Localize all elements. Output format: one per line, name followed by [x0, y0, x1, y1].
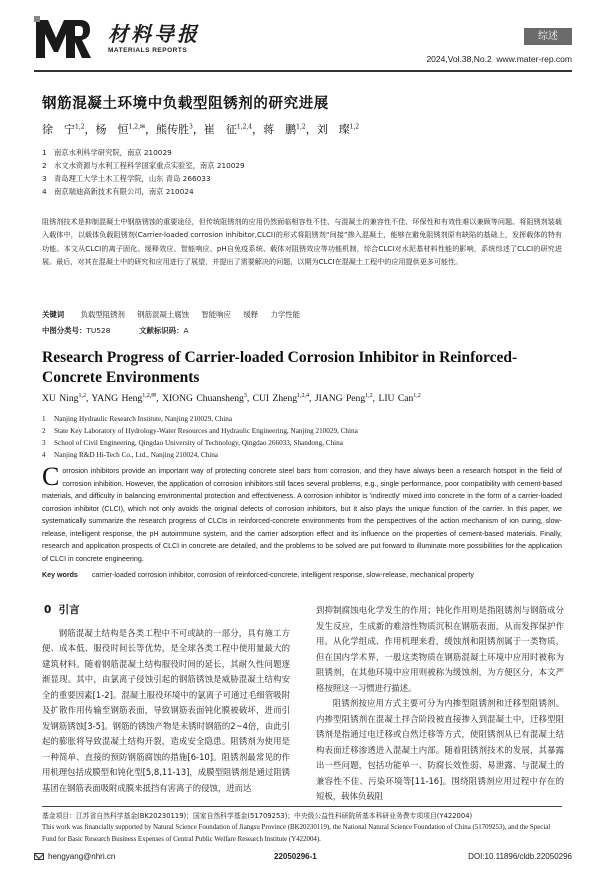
journal-header — [34, 14, 574, 72]
author: LIU Can$^{1,2}$ — [378, 393, 421, 405]
author: 蒋 鹏$^{1,2}$ — [263, 123, 306, 136]
author-affiliation-marker: 1,2 — [78, 393, 86, 399]
keywords-cn — [42, 309, 562, 320]
mail-icon — [34, 853, 44, 860]
affiliation-cn: 2 水文水资源与水利工程科学国家重点实验室，南京 210029 — [42, 161, 245, 170]
keyword-cn: 力学性能 — [270, 310, 301, 319]
affiliation-cn: 4 南京瑞迪高新技术有限公司，南京 210024 — [42, 187, 194, 196]
keywords-cn-label: 关键词 — [42, 310, 65, 319]
affiliations-en — [42, 413, 562, 461]
abstract-dropcap: C — [42, 462, 60, 491]
journal-name-cn: 材料导报 — [108, 22, 200, 46]
author-affiliation-marker: 1,2,4 — [297, 393, 310, 399]
author-affiliation-marker: 1,2,✉ — [142, 393, 157, 399]
doc-code-value: A — [183, 326, 189, 335]
author-affiliation-marker: 1,2 — [413, 393, 421, 399]
keyword-cn: 缓释 — [243, 310, 259, 319]
author: YANG Heng$^{1,2,✉}$ — [91, 393, 157, 405]
affiliation-en: 4 Nanjing R&D Hi-Tech Co., Ltd., Nanjing 210024, China — [42, 451, 218, 460]
funding-en: This work was financially supported by Natural Science Foundation of Jiangsu Province (BK20230119), the National Natural Science Foundation of China (51709253), and the Special Fund for Basic Research Business Expenses of Central Public Welfare Research Institute (Y422004). — [42, 824, 551, 843]
author-affiliation-marker: 3 — [243, 393, 247, 399]
author: JIANG Peng$^{1,2}$ — [314, 393, 373, 405]
author-affiliation-marker: 1,2,4 — [236, 123, 253, 131]
section-number: 0 — [44, 604, 52, 616]
author-affiliation-marker: 1,2 — [75, 123, 85, 131]
section-badge: 综述 — [524, 28, 572, 45]
keywords-en — [42, 571, 562, 579]
author-list-cn: 徐 宁$^{1,2}$，杨 恒$^{1,2,✉}$，熊传胜$^3$，崔 征$^{1,2,4}$，蒋 鹏$^{1,2}$，刘 璨$^{1,2}$ — [42, 123, 360, 136]
author-affiliation-marker: 1,2 — [296, 123, 306, 131]
keyword-cn: 智能响应 — [201, 310, 231, 319]
article-title-cn: 钢筋混凝土环境中负载型阻锈剂的研究进展 — [42, 96, 329, 112]
abstract-cn: 阻锈剂技术是抑制混凝土中钢筋锈蚀的重要途径，但传统阻锈剂的应用仍然面临相容性不佳、与混凝土的兼容性不佳、环保性和有效性难以兼顾等问题。将阻锈剂装载入载体中，以载体负载阻锈剂(Carrier-loaded corrosion inhibitor,CLCI)的形式将阻锈剂“间接”掺入混凝土，能够在避免阻锈剂原有缺陷的基础上，发挥载体的特有功能。本文从CLCI的离子固化、缓释效应、智能响应、pH自免疫系统、载体对阻锈效应等功能机制，综合CLCI对水泥基材料性能的影响，系统综述了CLCI的研究进展。最后，对其在混凝土中的研究和应用进行了展望，并提出了需要解决的问题，以期为CLCI在混凝土工程中的应用提供更多可能性。 — [42, 217, 562, 267]
body-column-left — [42, 603, 290, 796]
page-number: 22050296-1 — [274, 852, 317, 861]
keywords-en-label: Key words — [42, 571, 78, 579]
header-divider — [34, 70, 572, 72]
keyword-cn: 钢筋混凝土腐蚀 — [137, 310, 190, 319]
author: 杨 恒$^{1,2,✉}$ — [95, 123, 146, 136]
affiliation-en: 3 School of Civil Engineering, Qingdao University of Technology, Qingdao 266033, Shandong, China — [42, 439, 343, 448]
affiliation-cn: 1 南京水利科学研究院，南京 210029 — [42, 148, 172, 157]
corresponding-email[interactable]: hengyang@nhri.cn — [34, 852, 115, 861]
classification-line — [42, 325, 189, 336]
journal-website: www.mater-rep.com — [496, 54, 572, 64]
author: XU Ning$^{1,2}$ — [42, 393, 86, 405]
funding-cn: 基金项目：江苏省自然科学基金(BK20230119)；国家自然科学基金(51709253)；中央级公益性科研院所基本科研业务费专项项目(Y422004) — [42, 812, 473, 820]
author: 刘 璨$^{1,2}$ — [316, 123, 360, 136]
section-heading — [44, 603, 290, 619]
author-list-en: XU Ning$^{1,2}$, YANG Heng$^{1,2,✉}$, XIONG Chuansheng$^3$, CUI Zheng$^{1,2,4}$, JIANG Peng$^{1,2}$, LIU Can$^{1,2}$ — [42, 393, 421, 405]
clc-label: 中图分类号： — [42, 326, 87, 335]
article-title-en: Research Progress of Carrier-loaded Corrosion Inhibitor in Reinforced-Concrete Environments — [42, 349, 518, 386]
keyword-cn: 负载型阻锈剂 — [80, 310, 125, 319]
page-footer — [34, 852, 572, 866]
author-affiliation-marker: 1,2 — [349, 123, 360, 131]
footnote-divider — [42, 806, 562, 807]
author: XIONG Chuansheng$^3$ — [162, 393, 247, 405]
author: 熊传胜$^3$ — [156, 123, 193, 136]
author-affiliation-marker: 1,2,✉ — [128, 123, 146, 131]
author: 徐 宁$^{1,2}$ — [42, 123, 85, 136]
author-affiliation-marker: 3 — [189, 123, 193, 131]
affiliations-cn — [42, 146, 562, 198]
abstract-en — [42, 462, 562, 565]
doi-link[interactable]: DOI:10.11896/cldb.22050296 — [468, 852, 572, 861]
journal-name-en: MATERIALS REPORTS — [108, 47, 188, 54]
affiliation-en: 2 State Key Laboratory of Hydrology-Water Resources and Hydraulic Engineering, Nanjing 210029, China — [42, 427, 358, 436]
journal-logo-icon — [34, 16, 92, 60]
abstract-en-text: orrosion inhibitors provide an important way of protecting concrete steel bars from corrosion, and they have always been a research hotspot in the field of corrosion inhibition. However, the application of corrosion inhibitors still faces several problems, e.g., single performance, poor compatibility with cement-based materials, and difficulty in balancing environmental protection and effectiveness. A corrosion inhibitor is 'indirectly' mixed into concrete in the form of a carrier-loaded corrosion inhibitor (CLCI), which not only avoids the original defects of corrosion inhibitors, but it also plays the unique function of the carrier. In this paper, we systematically summarize the research progress of CLCIs in reinforced-concrete environments from the perspectives of the action mechanism of ion curing, slow-release, intelligent response, the pH autoimmune system, and the carrier adsorption effect and its influence on the properties of cement-based materials. Finally, research and application prospects of CLCI in concrete are detailed, and the problems to be solved are put forward to illuminate more possibilities for the application of CLCI in concrete engineering. — [42, 467, 562, 563]
body-paragraph: 到抑制腐蚀电化学发生的作用；钝化作用则是指阻锈剂与钢筋成分发生反应，生成新的难溶性物质沉积在钢筋表面，从而发挥保护作用。从化学组成、作用机理来看，缓蚀剂和阻锈剂属于一类物质，但在国内学术界，一般这类物质在钢筋混凝土环境中应用时被称为阻锈剂，在其他环境中应用则被称为缓蚀剂，为方便区分，本文严格按照这一习惯进行描述。 — [316, 605, 564, 693]
keywords-en-list: carrier-loaded corrosion inhibitor, corrosion of reinforced-concrete, intelligent response, slow-release, mechanical property — [91, 571, 474, 579]
clc-value: TU528 — [86, 326, 111, 335]
issue-info — [426, 54, 572, 64]
affiliation-en: 1 Nanjing Hydraulic Research Institute, Nanjing 210029, China — [42, 415, 233, 423]
doc-code-label: 文献标识码： — [139, 326, 184, 335]
funding-footnote — [42, 811, 562, 845]
body-column-right — [316, 603, 564, 805]
author-affiliation-marker: 1,2 — [365, 393, 373, 399]
section-title: 引言 — [58, 604, 80, 616]
issue-number: 2024,Vol.38,No.2 — [426, 54, 492, 64]
affiliation-cn: 3 青岛理工大学土木工程学院，山东 青岛 266033 — [42, 174, 211, 183]
body-paragraph: 阻锈剂按应用方式主要可分为内掺型阻锈剂和迁移型阻锈剂。内掺型阻锈剂在混凝土拌合阶段被直接掺入到混凝土中，迁移型阻锈剂是指通过电迁移或自然迁移等方式，使阻锈剂从已有混凝土结构表面迁移渗透进入混凝土内部。随着阻锈剂技术的发展，其暴露出一些问题，包括功能单一、防腐长效性弱、易泄露、与混凝土的兼容性不佳、污染环境等[11-16]。围绕阻锈剂应用过程中存在的短板，载体负载阻 — [316, 698, 564, 801]
author: CUI Zheng$^{1,2,4}$ — [252, 393, 310, 405]
author: 崔 征$^{1,2,4}$ — [203, 123, 253, 136]
body-paragraph: 钢筋混凝土结构是各类工程中不可或缺的一部分，具有施工方便、成本低、服役时间长等优势，是全球各类工程中使用量最大的建筑材料。随着钢筋混凝土结构服役时间的延长，其耐久性问题逐渐显现。其中，由氯离子侵蚀引起的钢筋锈蚀是威胁混凝土结构安全的重要因素[1-2]。混凝土服役环境中的氯离子可通过毛细管吸附及扩散作用传输至钢筋表面，导致钢筋表面钝化膜被破坏，进而引发钢筋锈蚀[3-5]。钢筋的锈蚀产物是未锈时钢筋的2~4倍，由此引起的膨胀将导致混凝土结构开裂，造成安全隐患。阻锈剂为使用是一种简单、直接的预防钢筋腐蚀的措施[6-10]。阻锈剂最常见的作用机理包括成膜型和钝化型[5,8,11-13]，成膜型阻锈剂是通过阻锈基团在钢筋表面吸附成膜来抵挡有害离子的侵蚀，进而达 — [42, 627, 290, 793]
